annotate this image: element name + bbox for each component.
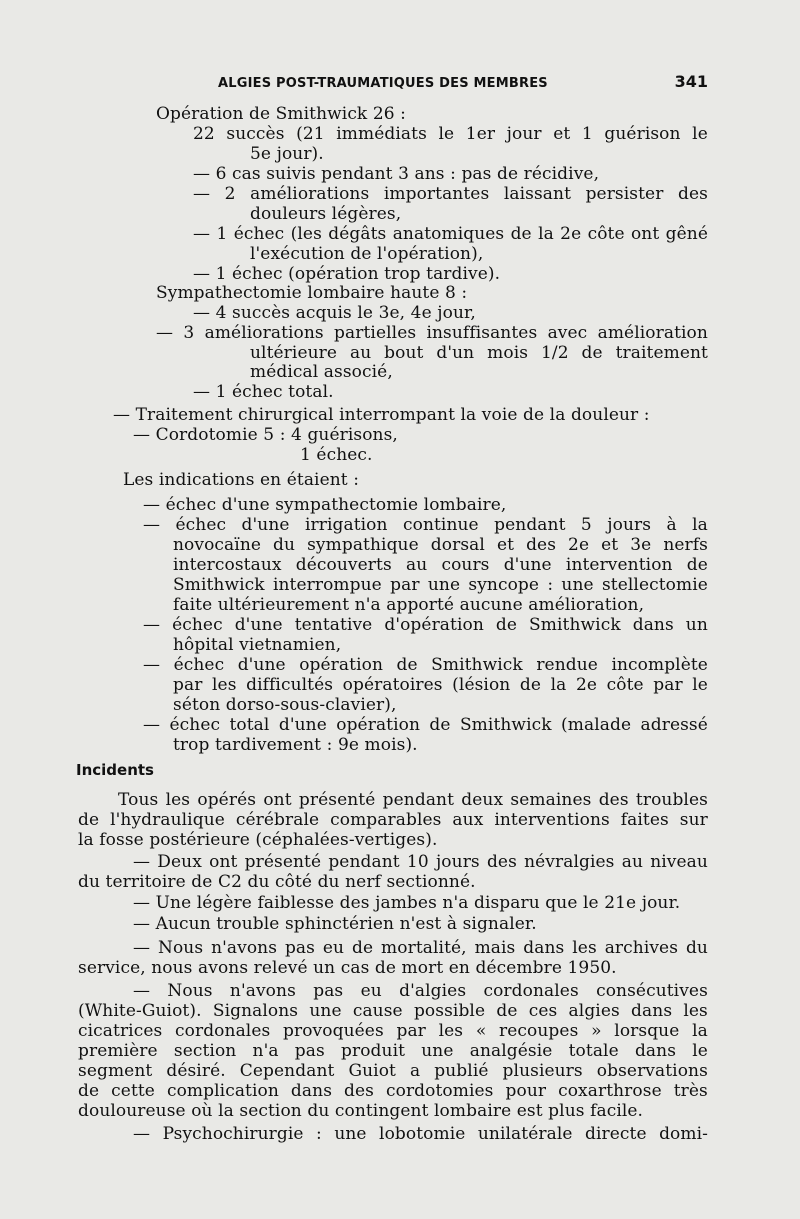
text-line: — 3 améliorations partielles insuffisantes avec amélioration xyxy=(156,323,708,343)
text-line: douloureuse où la section du contingent lombaire est plus facile. xyxy=(78,1101,644,1121)
text-line: Opération de Smithwick 26 : xyxy=(156,104,407,124)
text-line: — échec d'une tentative d'opération de Smithwick dans un xyxy=(143,615,708,635)
text-line: (White-Guiot). Signalons une cause possible de ces algies dans les xyxy=(78,1001,708,1021)
text-line: 1 échec. xyxy=(300,445,373,465)
text-line: intercostaux découverts au cours d'une intervention de xyxy=(173,555,708,575)
text-line: Les indications en étaient : xyxy=(123,470,360,490)
text-line: — Nous n'avons pas eu d'algies cordonales consécutives xyxy=(133,981,708,1001)
running-title: ALGIES POST-TRAUMATIQUES DES MEMBRES xyxy=(218,76,548,91)
text-line: — 1 échec (opération trop tardive). xyxy=(193,264,501,284)
text-line: Sympathectomie lombaire haute 8 : xyxy=(156,283,468,303)
text-line: Smithwick interrompue par une syncope : une stellectomie xyxy=(173,575,708,595)
text-line: — Une légère faiblesse des jambes n'a disparu que le 21e jour. xyxy=(133,893,681,913)
text-line: première section n'a pas produit une analgésie totale dans le xyxy=(78,1041,708,1061)
text-line: segment désiré. Cependant Guiot a publié plusieurs observations xyxy=(78,1061,708,1081)
text-line: ultérieure au bout d'un mois 1/2 de traitement xyxy=(250,343,708,363)
text-line: la fosse postérieure (céphalées-vertiges). xyxy=(78,830,438,850)
text-line: trop tardivement : 9e mois). xyxy=(173,735,418,755)
text-line: — 1 échec (les dégâts anatomiques de la 2e côte ont gêné xyxy=(193,224,708,244)
text-line: médical associé, xyxy=(250,362,393,382)
text-line: — 1 échec total. xyxy=(193,382,334,402)
text-line: 5e jour). xyxy=(250,144,324,164)
text-line: 22 succès (21 immédiats le 1er jour et 1 guérison le xyxy=(193,124,708,144)
text-line: séton dorso-sous-clavier), xyxy=(173,695,397,715)
text-line: — échec d'une irrigation continue pendant 5 jours à la xyxy=(143,515,708,535)
text-line: de cette complication dans des cordotomies pour coxarthrose très xyxy=(78,1081,708,1101)
text-line: de l'hydraulique cérébrale comparables aux interventions faites sur xyxy=(78,810,708,830)
text-line: hôpital vietnamien, xyxy=(173,635,342,655)
text-line: — 6 cas suivis pendant 3 ans : pas de récidive, xyxy=(193,164,600,184)
page-number: 341 xyxy=(674,72,708,91)
text-line: — échec total d'une opération de Smithwick (malade adressé xyxy=(143,715,708,735)
text-line: du territoire de C2 du côté du nerf sectionné. xyxy=(78,872,476,892)
text-line: cicatrices cordonales provoquées par les « recoupes » lorsque la xyxy=(78,1021,708,1041)
text-line: novocaïne du sympathique dorsal et des 2e et 3e nerfs xyxy=(173,535,708,555)
text-line: douleurs légères, xyxy=(250,204,402,224)
text-line: — Psychochirurgie : une lobotomie unilatérale directe domi- xyxy=(133,1124,708,1144)
text-line: Tous les opérés ont présenté pendant deux semaines des troubles xyxy=(118,790,708,810)
text-line: — Cordotomie 5 : 4 guérisons, xyxy=(133,425,398,445)
text-line: — Aucun trouble sphinctérien n'est à signaler. xyxy=(133,914,537,934)
text-line: faite ultérieurement n'a apporté aucune amélioration, xyxy=(173,595,645,615)
text-line: — Traitement chirurgical interrompant la voie de la douleur : xyxy=(113,405,650,425)
text-line: — 2 améliorations importantes laissant persister des xyxy=(193,184,708,204)
page-header xyxy=(218,72,708,91)
text-line: — échec d'une sympathectomie lombaire, xyxy=(143,495,507,515)
text-line: par les difficultés opératoires (lésion de la 2e côte par le xyxy=(173,675,708,695)
text-line: l'exécution de l'opération), xyxy=(250,244,484,264)
text-line: — Deux ont présenté pendant 10 jours des névralgies au niveau xyxy=(133,852,708,872)
section-heading: Incidents xyxy=(76,761,154,779)
text-line: — 4 succès acquis le 3e, 4e jour, xyxy=(193,303,476,323)
text-line: service, nous avons relevé un cas de mort en décembre 1950. xyxy=(78,958,617,978)
text-line: — Nous n'avons pas eu de mortalité, mais dans les archives du xyxy=(133,938,708,958)
text-line: — échec d'une opération de Smithwick rendue incomplète xyxy=(143,655,708,675)
